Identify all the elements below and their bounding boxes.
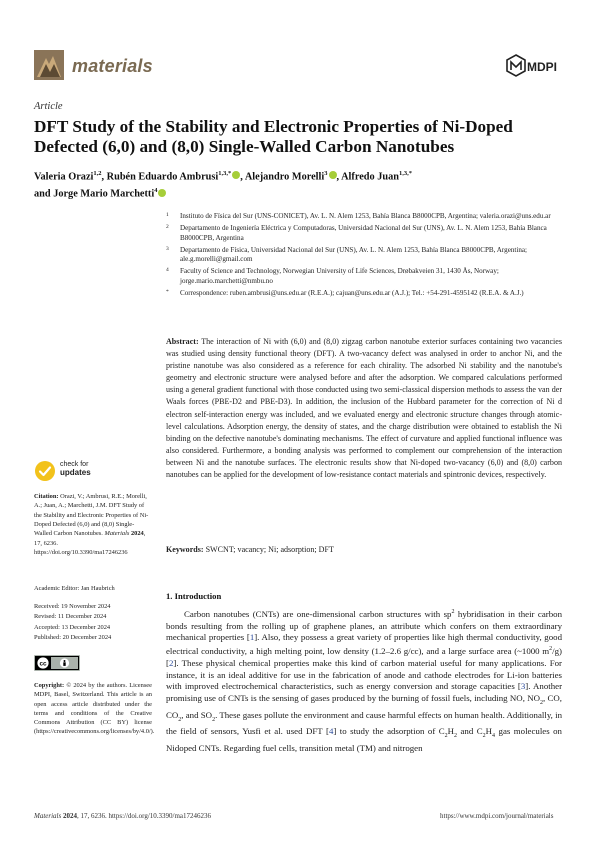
intro-text-run: /g) [ (166, 646, 562, 668)
affiliation-item (166, 246, 562, 265)
intro-text-run: H (447, 726, 455, 737)
author-affiliation-sup: 1,3,* (399, 170, 413, 177)
correspondence-text: Correspondence: ruben.ambrusi@uns.edu.ar (R.E.A.); cajuan@uns.edu.ar (A.J.); Tel.: +54-291-4595142 (R.E.A. & A.J.) (180, 289, 524, 298)
orcid-icon[interactable] (329, 171, 337, 179)
affiliation-number: 3 (166, 245, 169, 252)
citation-rest[interactable]: , 17, 6236. https://doi.org/10.3390/ma17246236 (34, 530, 146, 557)
intro-text-run: , and SO (181, 709, 213, 720)
reference-link[interactable]: 1 (249, 632, 255, 643)
footer-year: 2024 (62, 812, 77, 820)
intro-paragraph (166, 607, 562, 754)
publisher-name: MDPI (527, 60, 557, 74)
footer-doi[interactable]: , 17, 6236. https://doi.org/10.3390/ma17246236 (76, 812, 212, 820)
correspondence-item (166, 289, 562, 299)
reference-link[interactable]: 3 (520, 681, 526, 692)
affiliation-text: Departamento de Ingeniería Eléctrica y Computadoras, Universidad Nacional del Sur (UNS), Av. L. N. Alem 1253, Bahía Blanca B8000CPB, Argentina (180, 224, 547, 242)
keywords (166, 544, 562, 555)
check-line-2: updates (60, 468, 91, 477)
subscript: 2 (539, 699, 543, 706)
intro-text-run: , CO, CO (166, 693, 562, 720)
cc-text: cc (39, 660, 47, 668)
footer-journal: Materials (34, 812, 62, 820)
article-title: DFT Study of the Stability and Electronic Properties of Ni-Doped Defected (6,0) and (8,0) Single-Walled Carbon Nanotubes (34, 117, 513, 156)
author-affiliation-sup: 1,3,* (218, 170, 232, 177)
affiliation-text: Instituto de Física del Sur (UNS-CONICET), Av. L. N. Alem 1253, Bahía Blanca B8000CPB, Argentina; valeria.orazi@uns.edu.ar (180, 212, 551, 220)
author-name[interactable]: Alfredo Juan (341, 171, 400, 183)
subscript: 2 (444, 732, 448, 739)
dates-block (34, 602, 152, 643)
author-name[interactable]: Alejandro Morelli (244, 171, 325, 183)
author-name[interactable]: Jorge Mario Marchetti (53, 188, 155, 200)
intro-text-run: . These gases pollute the environment and cause harmful effects on human health. Additionally, in the field of sensors, Yusfi et al. used DFT [ (166, 709, 562, 737)
author-list: Valeria Orazi$^{1,2}$, Rubén Eduardo Ambrusi$^{1,3,*}$ , Alejandro Morelli$^3$ , Alfredo Juan$^{1,3,*}$ and Jorge Mario Marchetti$^4$ (34, 170, 413, 200)
materials-logo-icon (34, 50, 64, 80)
affiliation-item (166, 267, 562, 286)
affiliation-item (166, 212, 562, 222)
subscript: 2 (178, 716, 182, 723)
affiliation-text: Faculty of Science and Technology, Norwegian University of Life Sciences, Drøbakveien 31, 1430 Ås, Norway; jorge.mario.marchetti@nmbu.no (180, 267, 499, 286)
article-type: Article (34, 101, 63, 112)
intro-text-run: H (485, 726, 493, 737)
subscript: 2 (482, 732, 486, 739)
date-revised: Revised: 11 December 2024 (34, 613, 107, 621)
abstract-text: The interaction of Ni with (6,0) and (8,0) zigzag carbon nanotube exterior surfaces containing two vacancies was studied using density functional theory (DFT). A two-vacancy defect was analysed in order to anchor Ni, and the pristine nanotube was also considered as a reference for each chirality. The adsorbed Ni stability and the nanotube's geometry and electronic structure were analysed before and after the adsorption. We compared calculations performed using a general gradient functional with those conducted using two semi-classical dispersion methods to assess the van der Waals forces (PBE-D2 and PBE-D3). In addition, the inclusion of the Hubbard parameter for the correction of Ni d electron self-interaction energy was included, and we evaluated energy and electronic structure changes through atomic-level calculations. Adsorption energy, the density of states, and the charge distribution were obtained to establish the Ni binding on the defective nanotube's dominating mechanisms. The effect of curvature and applied functional influence was also considered. Furthermore, a bonding analysis was performed to complement our comprehension of the interaction between Ni and the nanotube surfaces. The electronic results show that Ni-doped two-vacancy (6,0) and (8,0) carbon nanotubes can be applied for the development of low-resistance contact materials and spintronic devices, respectively. (166, 337, 562, 480)
check-for-updates-icon[interactable] (34, 460, 56, 482)
intro-text-run: ]. Also, they possess a great variety of properties like high thermal conductivity, good electrical conductivity, a high melting point, low density (1.2–2.6 g/cc), and a large surface area (~1000 m (166, 632, 562, 657)
footer-citation (34, 812, 211, 820)
author-affiliation-sup: 1,2 (93, 170, 102, 177)
author-affiliation-sup: 4 (154, 187, 158, 195)
academic-editor: Academic Editor: Jan Haubrich (34, 585, 115, 592)
intro-text-run: ]. Another promising use of CNTs is the sensing of gases produced by the burning of fossil fuels, including NO, NO (166, 681, 563, 704)
author-name[interactable]: Valeria Orazi (34, 171, 94, 183)
orcid-icon[interactable] (158, 189, 166, 197)
cc-by-license-icon[interactable] (34, 655, 80, 671)
intro-text-run: ]. These physical chemical properties make this kind of carbon material useful for many applications. For instance, it is an ideal additive for use in the fabrication of anode and cathode electrodes for Li-ion batteries with improved electrochemical characteristics, such as energy conversion and storage capacities [ (166, 657, 562, 692)
date-published: Published: 20 December 2024 (34, 633, 112, 641)
citation-text: Orazi, V.; Ambrusi, R.E.; Morelli, A.; Juan, A.; Marchetti, J.M. DFT Study of the Stability and Electronic Properties of Ni-Doped Defected (6,0) and (8,0) Single-Walled Carbon Nanotubes. (34, 493, 149, 538)
subscript: 2 (212, 716, 216, 723)
superscript: 2 (451, 609, 455, 615)
section-heading: 1. Introduction (166, 591, 222, 601)
intro-text-run: gas molecules on Nidoped CNTs. Regarding fuel cells, transition metal (TM) and nitrogen (166, 726, 562, 753)
keywords-label: Keywords: (166, 545, 204, 554)
date-accepted: Accepted: 13 December 2024 (34, 623, 111, 631)
intro-text-run: Carbon nanotubes (CNTs) are one-dimensional carbon structures with sp (184, 608, 452, 619)
citation-block (34, 492, 152, 557)
affiliation-number: 4 (166, 267, 169, 274)
affiliation-number: * (166, 289, 169, 296)
orcid-icon[interactable] (232, 171, 240, 179)
copyright-label: Copyright: (34, 682, 65, 689)
check-for-updates-label[interactable] (60, 461, 91, 477)
date-received: Received: 19 November 2024 (34, 603, 111, 610)
citation-journal: Materials (104, 530, 130, 538)
affiliation-text: Departamento de Física, Universidad Nacional del Sur (UNS), Av. L. N. Alem 1253, Bahía Blanca B8000CPB, Argentina; ale.g.morelli@gmail.com (180, 245, 528, 264)
superscript: 2 (549, 646, 553, 653)
intro-text-run: hybridisation in their carbon bonds resulting from the rolling up of graphene planes, an attribute which confers on them extraordinary mechanical properties [ (166, 608, 562, 643)
reference-link[interactable]: 4 (328, 726, 334, 737)
citation-year: 2024 (130, 530, 144, 538)
affiliation-item (166, 224, 562, 243)
authors-joiner: and (34, 188, 51, 200)
abstract-label: Abstract: (166, 337, 199, 346)
intro-text-run: and C (457, 726, 483, 737)
copyright-block (34, 681, 155, 737)
subscript: 2 (454, 732, 458, 739)
citation-label: Citation: (34, 493, 59, 500)
author-name[interactable]: Rubén Eduardo Ambrusi (106, 171, 219, 183)
check-line-1: check for (60, 461, 89, 468)
author-affiliation-sup: 3 (324, 170, 328, 177)
abstract (166, 336, 562, 481)
affiliation-number: 1 (166, 212, 169, 218)
copyright-text: © 2024 by the authors. Licensee MDPI, Basel, Switzerland. This article is an open access article distributed under the terms and conditions of the Creative Commons Attribution (CC BY) license (https://creativecommons.org/licenses/by/4.0/). (34, 682, 155, 736)
keywords-text: SWCNT; vacancy; Ni; adsorption; DFT (205, 545, 334, 554)
journal-name: materials (72, 56, 153, 76)
subscript: 4 (492, 732, 496, 739)
affiliation-number: 2 (166, 224, 169, 230)
footer-journal-url[interactable]: https://www.mdpi.com/journal/materials (440, 812, 554, 820)
reference-link[interactable]: 2 (168, 657, 174, 668)
intro-text-run: ] to study the adsorption of C (333, 726, 445, 737)
affiliations (166, 212, 562, 301)
